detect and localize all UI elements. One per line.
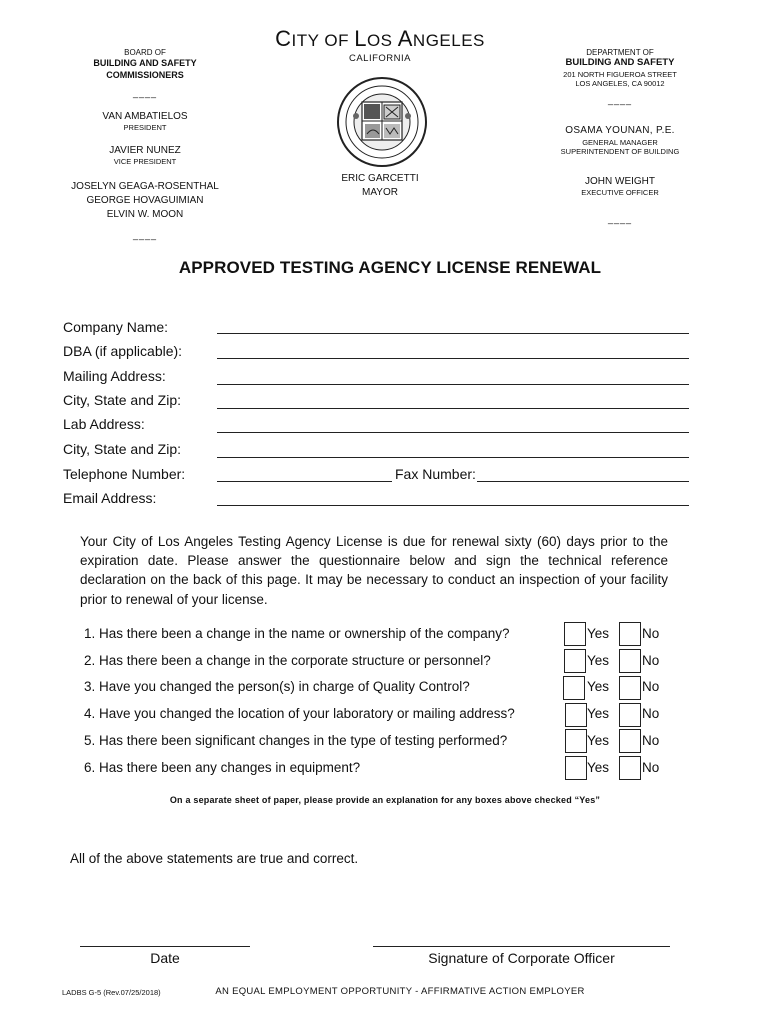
email-field[interactable]: [217, 505, 689, 506]
q4-no-label: No: [642, 706, 660, 721]
department-dash: ____: [607, 95, 633, 105]
lab-city-state-zip-label: City, State and Zip:: [63, 441, 182, 457]
date-label: Date: [150, 950, 180, 966]
q1-yes-checkbox[interactable]: [564, 622, 586, 646]
commissioner-title: PRESIDENT: [123, 123, 167, 132]
signature-line[interactable]: [373, 946, 670, 947]
question-2: 2. Has there been a change in the corporate structure or personnel?: [84, 653, 491, 668]
dba-field[interactable]: [217, 358, 689, 359]
city-title: CITY OF LOS ANGELES: [275, 26, 485, 51]
question-4: 4. Have you changed the location of your laboratory or mailing address?: [84, 706, 515, 721]
mailing-address-label: Mailing Address:: [63, 368, 166, 384]
eeo-statement: AN EQUAL EMPLOYMENT OPPORTUNITY - AFFIRMATIVE ACTION EMPLOYER: [215, 986, 585, 997]
mayor-name: ERIC GARCETTI: [341, 173, 419, 184]
form-code: LADBS G-5 (Rev.07/25/2018): [62, 988, 161, 997]
q6-no-label: No: [642, 760, 660, 775]
gm-name: OSAMA YOUNAN, P.E.: [565, 125, 675, 136]
q6-yes-label: Yes: [587, 760, 610, 775]
q3-no-label: No: [642, 679, 660, 694]
commissioner-title: VICE PRESIDENT: [113, 157, 177, 166]
q5-yes-checkbox[interactable]: [565, 729, 587, 753]
question-6: 6. Has there been any changes in equipment?: [84, 760, 361, 775]
mailing-city-state-zip-label: City, State and Zip:: [63, 392, 182, 408]
commissioner-name: ELVIN W. MOON: [106, 209, 184, 220]
company-name-field[interactable]: [217, 333, 689, 334]
q5-yes-label: Yes: [587, 733, 610, 748]
date-line[interactable]: [80, 946, 250, 947]
fax-field[interactable]: [477, 481, 689, 482]
commissioners-dash: ____: [132, 230, 158, 240]
q6-yes-checkbox[interactable]: [565, 756, 587, 780]
department-address1: 201 NORTH FIGUEROA STREET: [563, 70, 677, 79]
commissioner-name: GEORGE HOVAGUIMIAN: [86, 195, 204, 206]
q3-no-checkbox[interactable]: [619, 676, 641, 700]
department-line2: BUILDING AND SAFETY: [565, 57, 675, 68]
city-seal-icon: [336, 76, 428, 168]
fax-label: Fax Number:: [395, 466, 476, 482]
q3-yes-label: Yes: [587, 679, 610, 694]
mayor-title: MAYOR: [362, 187, 398, 198]
q4-yes-label: Yes: [587, 706, 610, 721]
q2-no-checkbox[interactable]: [619, 649, 641, 673]
board-dash: ____: [132, 88, 158, 98]
q4-yes-checkbox[interactable]: [565, 703, 587, 727]
q2-yes-checkbox[interactable]: [564, 649, 586, 673]
telephone-label: Telephone Number:: [63, 466, 186, 482]
email-label: Email Address:: [63, 490, 157, 506]
board-line2: BUILDING AND SAFETY: [93, 58, 197, 68]
lab-address-field[interactable]: [217, 432, 689, 433]
gm-title1: GENERAL MANAGER: [582, 138, 658, 147]
commissioner-name: JOSELYN GEAGA-ROSENTHAL: [71, 181, 219, 192]
signature-label: Signature of Corporate Officer: [428, 950, 615, 966]
q3-yes-checkbox[interactable]: [563, 676, 585, 700]
question-3: 3. Have you changed the person(s) in charge of Quality Control?: [84, 679, 470, 694]
eo-title: EXECUTIVE OFFICER: [581, 188, 659, 197]
renewal-instructions: Your City of Los Angeles Testing Agency License is due for renewal sixty (60) days prior to the expiration date. Please answer the questionnaire below and sign the technical reference declaration on the back of this page. It may be necessary to conduct an inspection of your facility prior to renewal of your license.: [80, 534, 668, 607]
department-address2: LOS ANGELES, CA 90012: [575, 79, 665, 88]
explanation-note: On a separate sheet of paper, please provide an explanation for any boxes above checked “Yes”: [169, 795, 601, 805]
gm-title2: SUPERINTENDENT OF BUILDING: [560, 147, 680, 156]
eo-name: JOHN WEIGHT: [585, 176, 655, 187]
q1-no-checkbox[interactable]: [619, 622, 641, 646]
board-line3: COMMISSIONERS: [106, 70, 184, 80]
dba-label: DBA (if applicable):: [63, 343, 183, 359]
mayor-block: [300, 172, 460, 200]
state-label: CALIFORNIA: [348, 53, 411, 64]
q5-no-checkbox[interactable]: [619, 729, 641, 753]
page-title: APPROVED TESTING AGENCY LICENSE RENEWAL: [178, 258, 602, 277]
commissioner-name: VAN AMBATIELOS: [102, 111, 188, 122]
board-line1: BOARD OF: [124, 48, 166, 57]
company-name-label: Company Name:: [63, 319, 169, 335]
mailing-city-state-zip-field[interactable]: [217, 408, 689, 409]
q2-no-label: No: [642, 653, 660, 668]
q6-no-checkbox[interactable]: [619, 756, 641, 780]
lab-address-label: Lab Address:: [63, 416, 145, 432]
q2-yes-label: Yes: [587, 653, 610, 668]
question-1: 1. Has there been a change in the name or ownership of the company?: [84, 626, 510, 641]
q4-no-checkbox[interactable]: [619, 703, 641, 727]
q5-no-label: No: [642, 733, 660, 748]
department-line1: DEPARTMENT OF: [586, 48, 654, 57]
true-statement: All of the above statements are true and correct.: [70, 851, 359, 866]
q1-no-label: No: [642, 626, 660, 641]
mailing-address-field[interactable]: [217, 384, 689, 385]
q1-yes-label: Yes: [587, 626, 610, 641]
eo-dash: ____: [607, 214, 633, 224]
question-5: 5. Has there been significant changes in the type of testing performed?: [84, 733, 508, 748]
commissioner-name: JAVIER NUNEZ: [109, 145, 181, 156]
telephone-field[interactable]: [217, 481, 392, 482]
lab-city-state-zip-field[interactable]: [217, 457, 689, 458]
